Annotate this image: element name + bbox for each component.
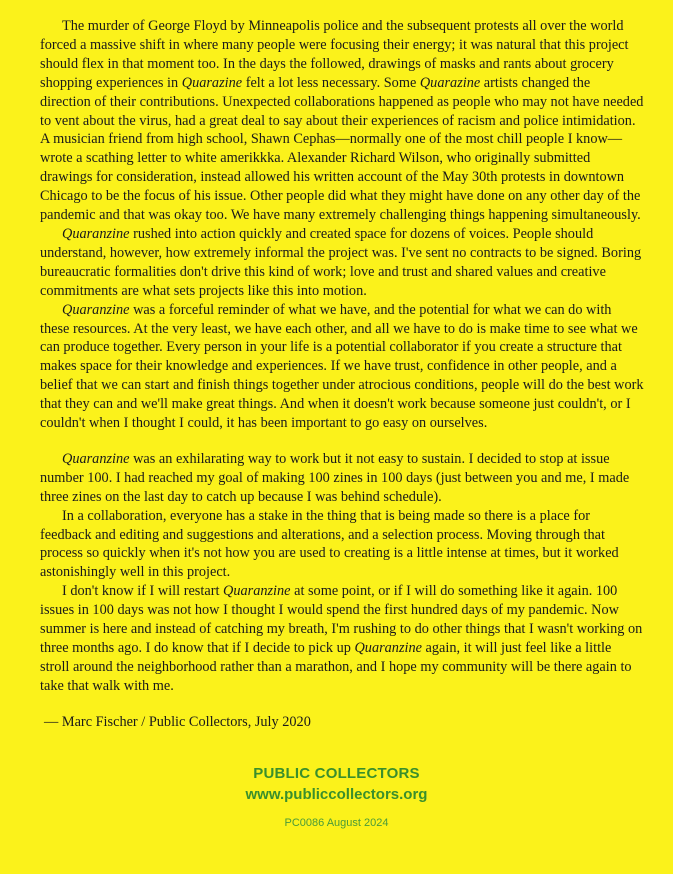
publisher-name: PUBLIC COLLECTORS — [253, 765, 420, 782]
essay-paragraph — [40, 17, 644, 225]
publisher-url: www.publiccollectors.org — [245, 786, 428, 803]
paragraph-text: felt a lot less necessary. Some — [242, 74, 420, 91]
paragraph-text: was a forceful reminder of what we have, and the potential for what we can do with these resources. At the very least, we have each other, and all we have to do is make time to see what we can produce together. Every person in your life is a potential collaborator if you create a structure that makes space for their knowledge and experiences. If we have trust, confidence in other people, and a belief that we can start and finish things together under atrocious conditions, people will do the best work that they can and we'll make great things. And when it doesn't work because someone just couldn't, or I couldn't when I thought I could, it has been important to go easy on ourselves. — [40, 301, 644, 432]
zine-title-italic: Quarazine — [419, 74, 481, 91]
paragraph-text: artists changed the direction of their contributions. Unexpected collaborations happened as people who may not have needed to vent about the virus, had a great deal to say about their experiences of racism and police intimidation. A musician friend from high school, Shawn Cephas—normally one of the most chill people I know—wrote a scathing letter to white amerikkka. Alexander Richard Wilson, who originally submitted drawings for consideration, instead allowed his written account of the May 30th protests in downtown Chicago to be the focus of his issue. Other people did what they might have done on any other day of the pandemic and that was okay too. We have many extremely challenging things happening simultaneously. — [40, 74, 644, 224]
essay-paragraph — [40, 507, 644, 583]
paragraph-text: was an exhilarating way to work but it not easy to sustain. I decided to stop at issue number 100. I had reached my goal of making 100 zines in 100 days (just between you and me, I made three zines on the last day to catch up because I was behind schedule). — [40, 450, 630, 505]
paragraph-text: rushed into action quickly and created space for dozens of voices. People should understand, however, how extremely informal the project was. I've sent no contracts to be signed. Boring bureaucratic formalities don't drive this kind of work; love and trust and shared values and creative commitments are what sets projects like this into motion. — [40, 225, 642, 299]
essay-paragraph — [40, 225, 644, 301]
zine-title-italic: Quaranzine — [223, 583, 291, 600]
author-signature: — Marc Fischer / Public Collectors, July 2020 — [44, 713, 311, 730]
issue-code: PC0086 August 2024 — [284, 817, 389, 829]
essay-paragraph — [40, 450, 644, 507]
essay-body — [40, 17, 644, 732]
paragraph-text: at some point, or if I will do something like it again. 100 issues in 100 days was not how I thought I would spend the first hundred days of my pandemic. Now summer is here and instead of catching my breath, I'm rushing to do other things that I wasn't working on three months ago. I do know that if I decide to pick up — [40, 583, 643, 656]
essay-paragraph — [40, 582, 644, 695]
paragraph-text: again, it will just feel like a little stroll around the neighborhood rather than a marathon, and I hope my community will be there again to take that walk with me. — [40, 640, 632, 694]
zine-title-italic: Quarazine — [181, 74, 243, 91]
zine-title-italic: Quaranzine — [62, 225, 130, 242]
paragraph-text: The murder of George Floyd by Minneapolis police and the subsequent protests all over the world forced a massive shift in where many people were focusing their energy; it was natural that this project should flex in that moment too. In the days the followed, drawings of masks and rants about grocery shopping experiences in — [40, 18, 629, 91]
essay-paragraph — [40, 301, 644, 433]
zine-title-italic: Quaranzine — [62, 301, 130, 318]
paragraph-text: I don't know if I will restart — [62, 583, 224, 600]
zine-title-italic: Quaranzine — [62, 450, 130, 467]
zine-title-italic: Quaranzine — [354, 640, 422, 656]
paragraph-text: In a collaboration, everyone has a stake in the thing that is being made so there is a place for feedback and editing and suggestions and alterations, and a selection process. Moving through that process so quickly when it's not how you are used to creating is a little intense at times, but it worked astonishingly well in this project. — [40, 507, 619, 581]
